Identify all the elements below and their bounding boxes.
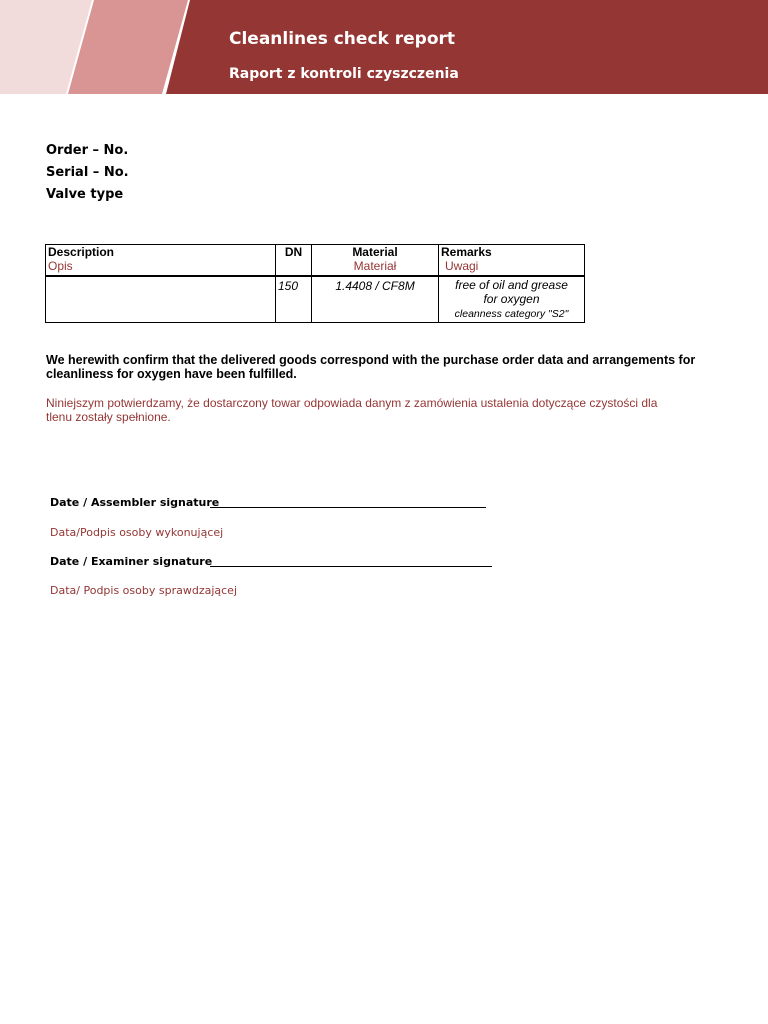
column-header-description (46, 245, 276, 277)
examiner-signature-label: Date / Examiner signature (50, 555, 213, 568)
report-subtitle: Raport z kontroli czyszczenia (229, 66, 459, 82)
report-title: Cleanlines check report (229, 29, 456, 49)
confirmation-text-en: We herewith confirm that the delivered goods correspond with the purchase order data and arrangements for cleanliness for oxygen have been fulfilled. (46, 353, 696, 381)
header-banner (0, 0, 768, 94)
column-header-description-en: Description (48, 245, 115, 259)
assembler-signature-label: Date / Assembler signature (50, 496, 220, 509)
column-header-material-pl: Materiał (353, 259, 397, 273)
examiner-signature-label-pl: Data/ Podpis osoby sprawdzającej (50, 584, 238, 597)
table-header-row (46, 245, 585, 277)
assembler-signature-label-pl: Data/Podpis osoby wykonującej (50, 526, 224, 539)
remarks-line-1: free of oil and grease (455, 278, 568, 292)
remarks-line-3: cleanness category "S2" (454, 308, 569, 320)
cell-description (46, 276, 276, 323)
column-header-remarks (439, 245, 585, 277)
column-header-material (312, 245, 439, 277)
cell-remarks (439, 276, 585, 323)
cell-material: 1.4408 / CF8M (312, 276, 439, 323)
column-header-dn-en: DN (284, 245, 303, 259)
remarks-line-2: for oxygen (483, 292, 540, 306)
serial-number-label: Serial – No. (46, 165, 129, 180)
confirmation-text-pl: Niniejszym potwierdzamy, że dostarczony towar odpowiada danym z zamówienia ustalenia dotyczące czystości dla tlenu zostały spełnione. (46, 396, 658, 424)
column-header-remarks-en: Remarks (441, 245, 492, 259)
cell-dn: 150 (276, 276, 312, 323)
examiner-signature-line[interactable] (210, 566, 492, 567)
column-header-material-en: Material (352, 245, 398, 259)
column-header-dn (276, 245, 312, 277)
valve-type-label: Valve type (46, 187, 124, 202)
order-number-label: Order – No. (46, 143, 129, 158)
items-table (45, 244, 585, 323)
column-header-remarks-pl: Uwagi (445, 259, 479, 273)
column-header-description-pl: Opis (48, 259, 73, 273)
assembler-signature-line[interactable] (210, 507, 486, 508)
table-row (46, 276, 585, 323)
